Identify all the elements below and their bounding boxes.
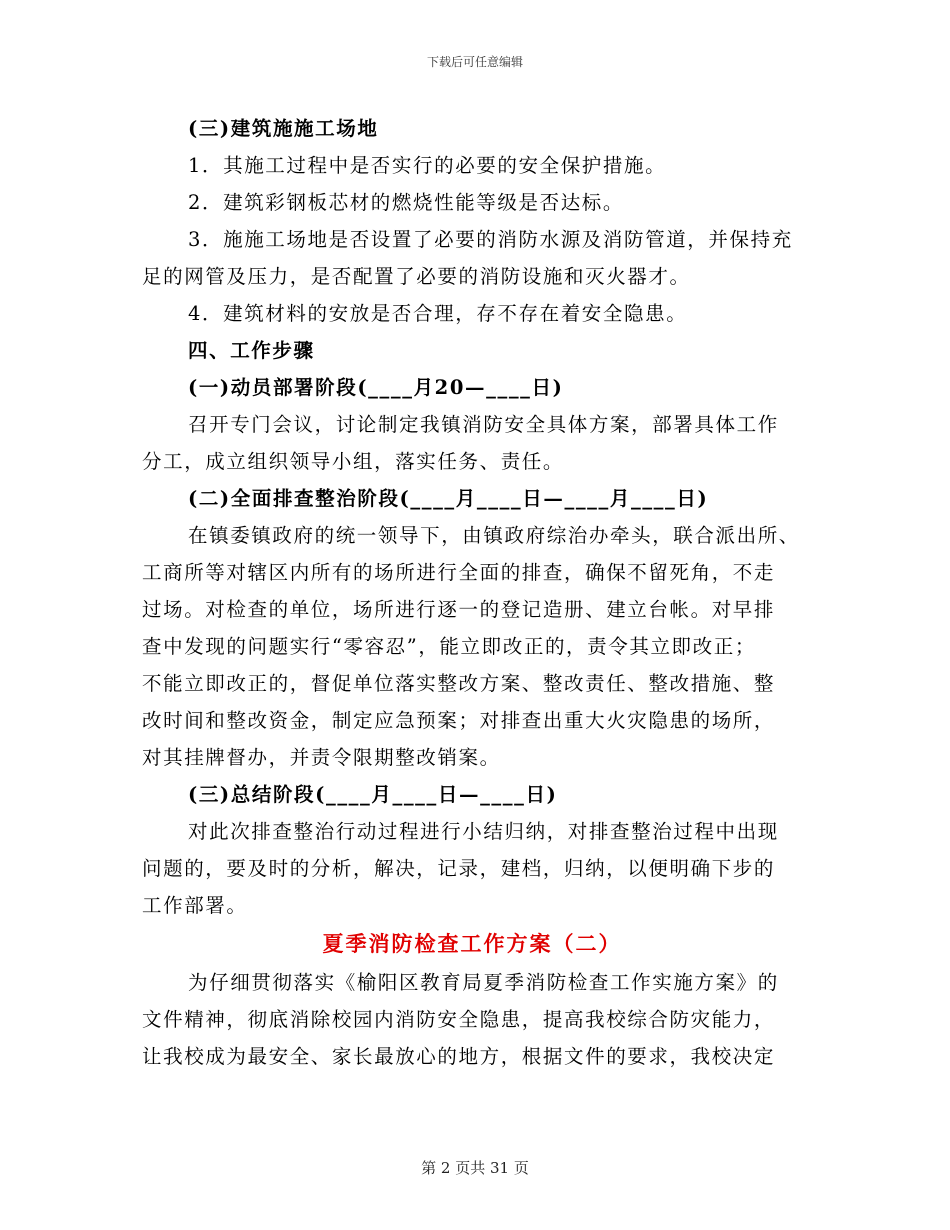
section-heading-construction-site: (三)建筑施施工场地 — [188, 117, 379, 140]
paragraph-line: 召开专门会议，讨论制定我镇消防安全具体方案，部署具体工作 — [188, 413, 779, 436]
paragraph-line: 工作部署。 — [142, 894, 248, 917]
phase-heading-summary: (三)总结阶段(____月____日—____日) — [188, 783, 558, 806]
paragraph-line: 工商所等对辖区内所有的场所进行全面的排查，确保不留死角，不走 — [142, 561, 776, 584]
paragraph-line: 文件精神，彻底消除校园内消防安全隐患，提高我校综合防灾能力， — [142, 1008, 776, 1031]
paragraph-line: 足的网管及压力，是否配置了必要的消防设施和灭火器才。 — [142, 265, 691, 288]
paragraph-line: 对其挂牌督办，并责令限期整改销案。 — [142, 746, 501, 769]
paragraph-line: 改时间和整改资金，制定应急预案；对排查出重大火灾隐患的场所， — [142, 709, 776, 732]
paragraph-line: 1．其施工过程中是否实行的必要的安全保护措施。 — [188, 154, 667, 177]
paragraph-line: 在镇委镇政府的统一领导下，由镇政府综治办牵头，联合派出所、 — [188, 524, 800, 547]
section-heading-work-steps: 四、工作步骤 — [188, 339, 315, 362]
paragraph-line: 过场。对检查的单位，场所进行逐一的登记造册、建立台帐。对早排 — [142, 598, 776, 621]
page-header: 下载后可任意编辑 — [426, 55, 523, 69]
paragraph-line: 2．建筑彩钢板芯材的燃烧性能等级是否达标。 — [188, 191, 625, 214]
paragraph-line: 查中发现的问题实行“零容忍”，能立即改正的，责令其立即改正； — [142, 635, 756, 658]
paragraph-line: 让我校成为最安全、家长最放心的地方，根据文件的要求，我校决定 — [142, 1045, 776, 1068]
document-title: 夏季消防检查工作方案（二） — [322, 931, 622, 956]
phase-heading-mobilization: (一)动员部署阶段(____月20—____日) — [188, 376, 564, 399]
paragraph-line: 4．建筑材料的安放是否合理，存不存在着安全隐患。 — [188, 302, 688, 325]
paragraph-line: 3．施施工场地是否设置了必要的消防水源及消防管道，并保持充 — [188, 228, 793, 251]
document-body — [142, 110, 802, 1075]
paragraph-line: 分工，成立组织领导小组，落实任务、责任。 — [142, 450, 565, 473]
paragraph-line: 不能立即改正的，督促单位落实整改方案、整改责任、整改措施、整 — [142, 672, 776, 695]
page-footer: 第 2 页共 31 页 — [421, 1159, 529, 1177]
paragraph-line: 问题的，要及时的分析，解决，记录，建档，归纳，以便明确下步的 — [142, 857, 776, 880]
phase-heading-inspection: (二)全面排查整治阶段(____月____日—____月____日) — [188, 487, 709, 510]
paragraph-line: 为仔细贯彻落实《榆阳区教育局夏季消防检查工作实施方案》的 — [188, 971, 779, 994]
paragraph-line: 对此次排查整治行动过程进行小结归纳，对排查整治过程中出现 — [188, 820, 779, 843]
